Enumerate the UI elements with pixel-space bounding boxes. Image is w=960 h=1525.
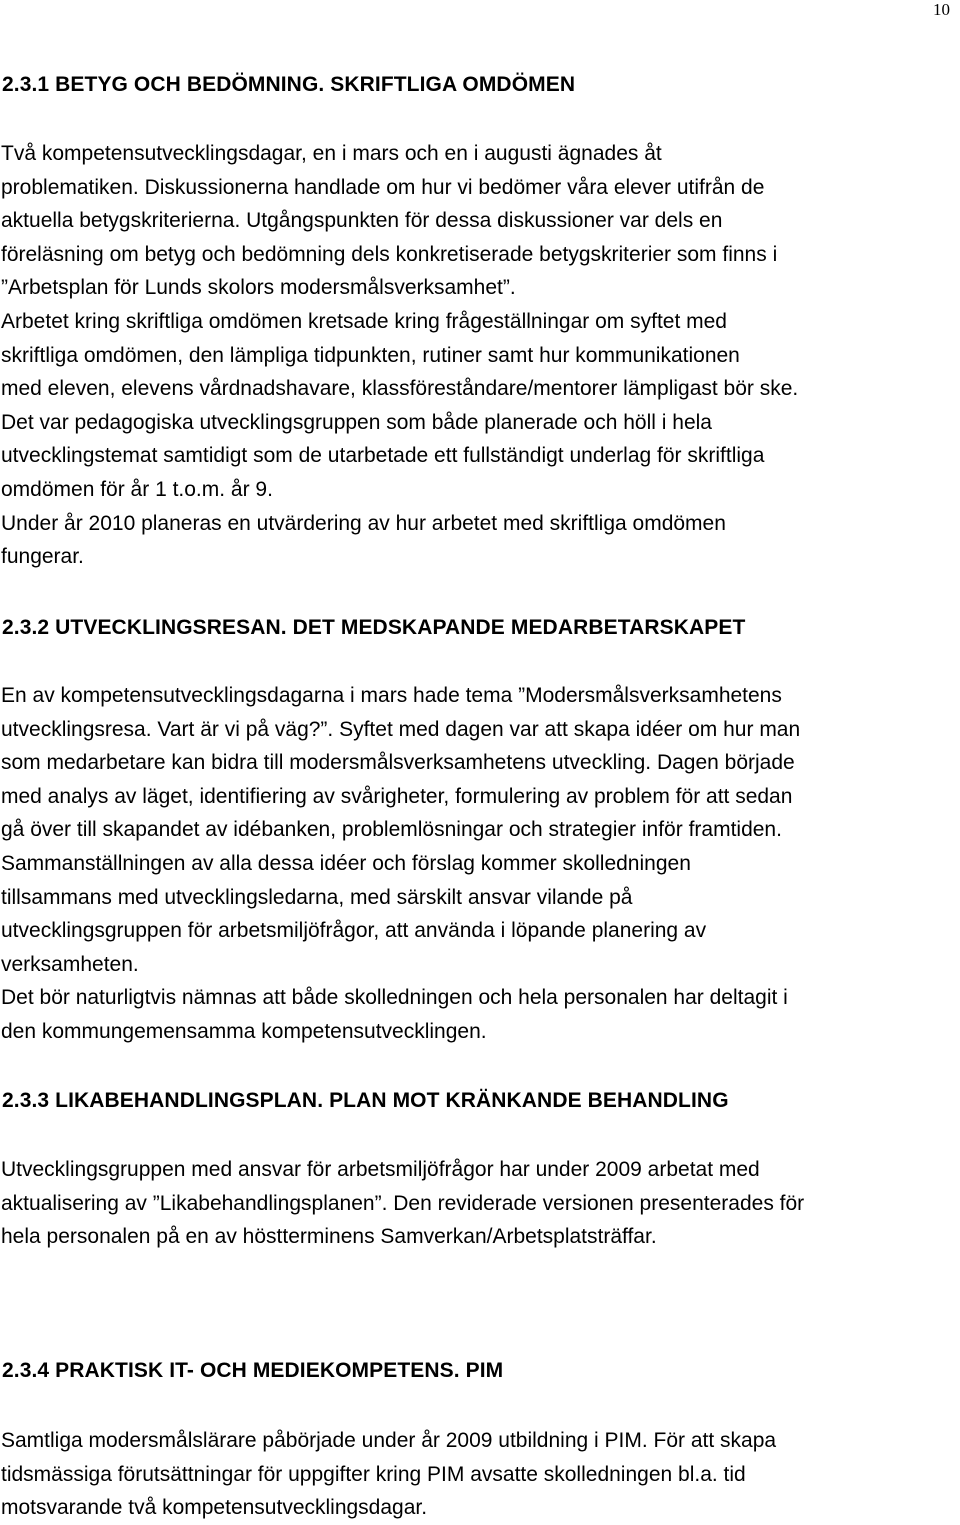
text-line: utvecklingsresa. Vart är vi på väg?”. Syftet med dagen var att skapa idéer om hur man [1,717,801,741]
text-line: utvecklingstemat samtidigt som de utarbetade ett fullständigt underlag för skriftliga [1,444,765,468]
text-line: Sammanställningen av alla dessa idéer och förslag kommer skolledningen [1,851,691,875]
section-heading-utvecklingsresan: 2.3.2 UTVECKLINGSRESAN. DET MEDSKAPANDE MEDARBETARSKAPET [2,616,746,639]
text-line: den kommungemensamma kompetensutvecklingen. [1,1019,487,1043]
text-line: fungerar. [1,545,84,569]
section-heading-betyg: 2.3.1 BETYG OCH BEDÖMNING. SKRIFTLIGA OMDÖMEN [2,73,576,96]
text-line: hela personalen på en av höstterminens Samverkan/Arbetsplatsträffar. [1,1225,657,1249]
text-line: Två kompetensutvecklingsdagar, en i mars och en i augusti ägnades åt [1,142,662,165]
section-body-likabehandlingsplan [1,1153,959,1254]
text-line: Det bör naturligtvis nämnas att både skolledningen och hela personalen har deltagit i [1,986,788,1010]
text-line: som medarbetare kan bidra till modersmålsverksamhetens utveckling. Dagen började [1,751,795,775]
section-body-pim [1,1424,959,1525]
text-line: Samtliga modersmålslärare påbörjade under år 2009 utbildning i PIM. För att skapa [1,1429,777,1452]
text-line: ”Arbetsplan för Lunds skolors modersmålsverksamhet”. [1,276,516,300]
text-line: utvecklingsgruppen för arbetsmiljöfrågor, att använda i löpande planering av [1,919,707,943]
text-line: omdömen för år 1 t.o.m. år 9. [1,477,273,501]
text-line: skriftliga omdömen, den lämpliga tidpunkten, rutiner samt hur kommunikationen [1,343,740,367]
text-line: Under år 2010 planeras en utvärdering av hur arbetet med skriftliga omdömen [1,511,726,535]
section-heading-pim: 2.3.4 PRAKTISK IT- OCH MEDIEKOMPETENS. PIM [2,1359,504,1382]
page-number: 10 [933,0,950,19]
text-line: En av kompetensutvecklingsdagarna i mars hade tema ”Modersmålsverksamhetens [1,684,782,707]
text-line: motsvarande två kompetensutvecklingsdagar. [1,1496,428,1520]
section-body-betyg [1,137,959,574]
text-line: tillsammans med utvecklingsledarna, med särskilt ansvar vilande på [1,885,633,909]
text-line: aktuella betygskriterierna. Utgångspunkten för dessa diskussioner var dels en [1,209,723,233]
text-line: problematiken. Diskussionerna handlade om hur vi bedömer våra elever utifrån de [1,175,765,199]
text-line: verksamheten. [1,952,139,976]
section-body-utvecklingsresan [1,679,959,1049]
text-line: Utvecklingsgruppen med ansvar för arbetsmiljöfrågor har under 2009 arbetat med [1,1158,760,1181]
text-line: med analys av läget, identifiering av svårigheter, formulering av problem för att sedan [1,784,793,808]
text-line: Arbetet kring skriftliga omdömen kretsade kring frågeställningar om syftet med [1,309,727,333]
section-heading-likabehandlingsplan: 2.3.3 LIKABEHANDLINGSPLAN. PLAN MOT KRÄNKANDE BEHANDLING [2,1089,729,1112]
text-line: föreläsning om betyg och bedömning dels konkretiserade betygskriterier som finns i [1,242,778,266]
text-line: aktualisering av ”Likabehandlingsplanen”. Den reviderade versionen presenterades för [1,1191,805,1215]
text-line: med eleven, elevens vårdnadshavare, klassföreståndare/mentorer lämpligast bör ske. [1,377,799,401]
text-line: tidsmässiga förutsättningar för uppgifter kring PIM avsatte skolledningen bl.a. tid [1,1462,746,1486]
text-line: gå över till skapandet av idébanken, problemlösningar och strategier inför framtiden. [1,818,782,842]
text-line: Det var pedagogiska utvecklingsgruppen som både planerade och höll i hela [1,410,712,434]
